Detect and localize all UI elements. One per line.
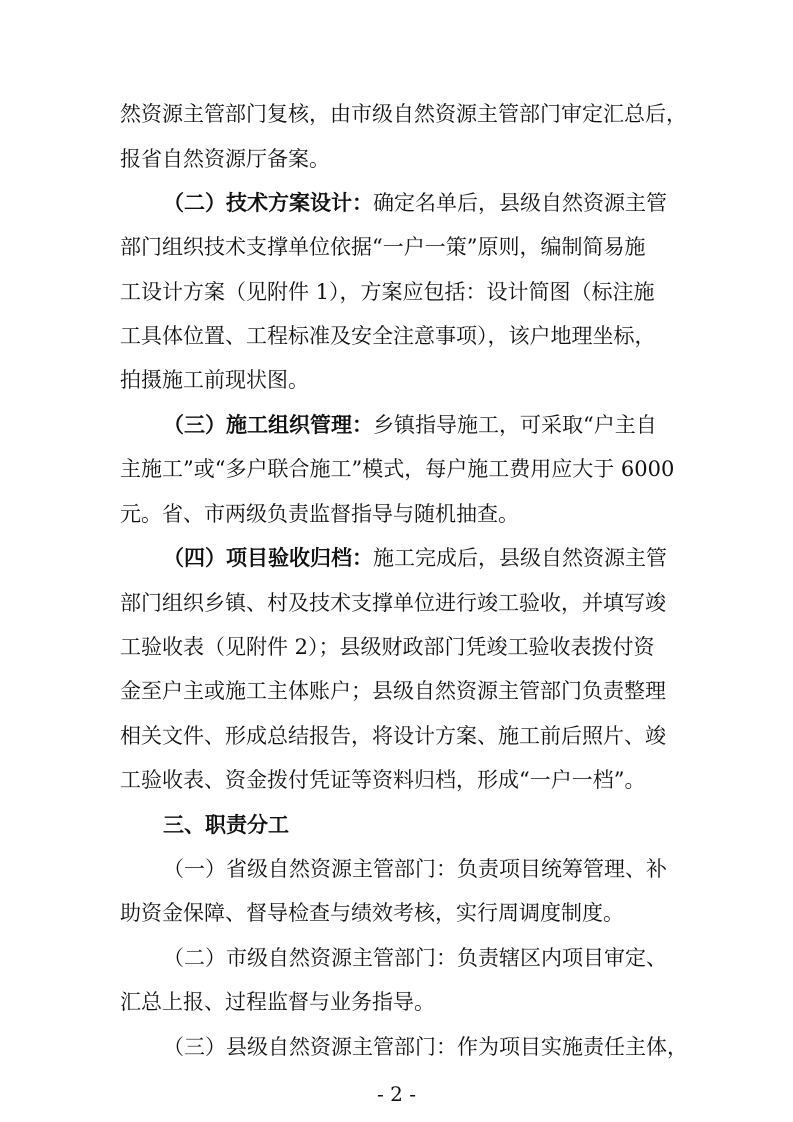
design-line-1-text: 确定名单后，县级自然资源主管 — [373, 191, 667, 215]
duty-province-line-2: 助资金保障、督导检查与绩效考核，实行周调度制度。 — [120, 901, 624, 925]
org-line-2: 主施工”或“多户联合施工”模式，每户施工费用应大于 6000 — [120, 457, 675, 481]
accept-line-4: 金至户主或施工主体账户；县级自然资源主管部门负责整理 — [120, 679, 666, 703]
intro-line-1: 然资源主管部门复核，由市级自然资源主管部门审定汇总后， — [120, 102, 687, 126]
accept-line-3: 工验收表（见附件 2）；县级财政部门凭竣工验收表拨付资 — [120, 635, 655, 659]
design-paragraph-line-1 — [163, 189, 680, 217]
design-line-5: 拍摄施工前现状图。 — [120, 368, 309, 392]
accept-line-5: 相关文件、形成总结报告，将设计方案、施工前后照片、竣 — [120, 724, 666, 748]
design-line-4: 工具体位置、工程标准及安全注意事项），该户地理坐标， — [120, 324, 656, 348]
design-heading: （二）技术方案设计： — [163, 191, 373, 215]
accept-line-2: 部门组织乡镇、村及技术支撑单位进行竣工验收，并填写竣 — [120, 591, 666, 615]
design-line-3: 工设计方案（见附件 1），方案应包括：设计简图（标注施 — [120, 280, 655, 304]
accept-line-6: 工验收表、资金拨付凭证等资料归档，形成“一户一档”。 — [120, 768, 646, 792]
org-line-3: 元。省、市两级负责监督指导与随机抽查。 — [120, 502, 519, 526]
org-heading: （三）施工组织管理： — [163, 413, 373, 437]
section-3-heading: 三、职责分工 — [163, 813, 289, 837]
duty-city-line-2: 汇总上报、过程监督与业务指导。 — [120, 990, 435, 1014]
accept-line-1-text: 施工完成后，县级自然资源主管 — [373, 546, 667, 570]
accept-paragraph-line-1 — [163, 544, 680, 572]
org-line-1-text: 乡镇指导施工，可采取“户主自 — [373, 413, 657, 437]
duty-county-line-1: （三）县级自然资源主管部门：作为项目实施责任主体， — [163, 1035, 688, 1059]
intro-line-2: 报省自然资源厅备案。 — [120, 147, 330, 171]
org-paragraph-line-1 — [163, 411, 680, 439]
accept-heading: （四）项目验收归档： — [163, 546, 373, 570]
duty-city-line-1: （二）市级自然资源主管部门：负责辖区内项目审定、 — [163, 946, 667, 970]
page-number: - 2 - — [377, 1082, 416, 1106]
design-line-2: 部门组织技术支撑单位依据“一户一策”原则，编制简易施 — [120, 235, 646, 259]
duty-province-line-1: （一）省级自然资源主管部门：负责项目统筹管理、补 — [163, 857, 667, 881]
